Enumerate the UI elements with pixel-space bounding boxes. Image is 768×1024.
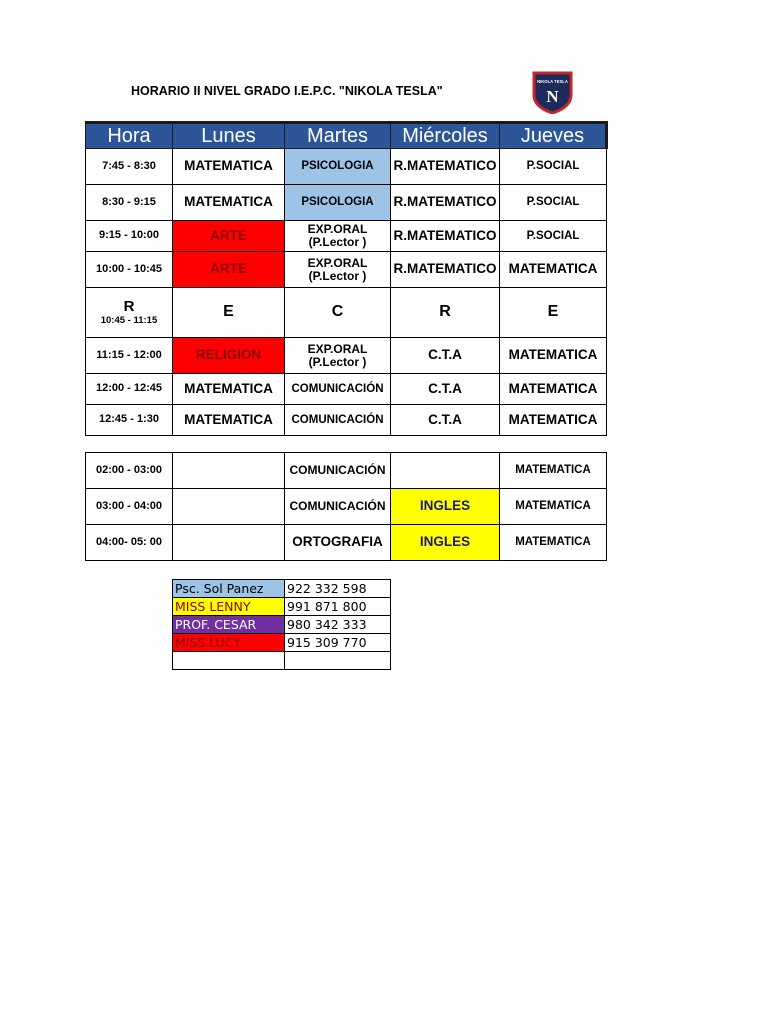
class-cell: COMUNICACIÓN <box>285 405 391 436</box>
class-cell <box>173 525 285 561</box>
schedule-table <box>85 121 608 436</box>
class-cell: ARTE <box>173 221 285 252</box>
time-cell: 12:00 - 12:45 <box>86 374 173 405</box>
contact-phone: 915 309 770 <box>285 634 391 652</box>
table-row <box>86 252 607 288</box>
col-jueves: Jueves <box>500 123 607 149</box>
class-cell: INGLES <box>391 489 500 525</box>
class-cell: EXP.ORAL (P.Lector ) <box>285 338 391 374</box>
col-miercoles: Miércoles <box>391 123 500 149</box>
contact-phone: 991 871 800 <box>285 598 391 616</box>
contact-row <box>173 652 391 670</box>
class-cell: C.T.A <box>391 405 500 436</box>
contact-name: MISS LUCY <box>173 634 285 652</box>
recess-cell: C <box>285 288 391 338</box>
col-lunes: Lunes <box>173 123 285 149</box>
contact-row <box>173 634 391 652</box>
time-cell: 02:00 - 03:00 <box>86 453 173 489</box>
time-cell: 11:15 - 12:00 <box>86 338 173 374</box>
table-row <box>86 221 607 252</box>
recess-cell: E <box>173 288 285 338</box>
time-cell: 9:15 - 10:00 <box>86 221 173 252</box>
table-row <box>86 338 607 374</box>
col-hora: Hora <box>86 123 173 149</box>
class-cell: EXP.ORAL (P.Lector ) <box>285 252 391 288</box>
time-cell: 10:00 - 10:45 <box>86 252 173 288</box>
class-cell: RELIGION <box>173 338 285 374</box>
class-cell: R.MATEMATICO <box>391 149 500 185</box>
schedule-header-row <box>86 123 607 149</box>
time-cell: 12:45 - 1:30 <box>86 405 173 436</box>
school-logo <box>530 69 575 114</box>
contact-row <box>173 598 391 616</box>
table-row <box>86 489 607 525</box>
contact-name <box>173 652 285 670</box>
time-cell: 03:00 - 04:00 <box>86 489 173 525</box>
table-row <box>86 525 607 561</box>
table-row <box>86 453 607 489</box>
class-cell <box>173 489 285 525</box>
class-cell: MATEMATICA <box>500 405 607 436</box>
class-cell: MATEMATICA <box>500 338 607 374</box>
table-row <box>86 149 607 185</box>
class-cell: P.SOCIAL <box>500 221 607 252</box>
class-cell: COMUNICACIÓN <box>285 453 391 489</box>
table-row <box>86 185 607 221</box>
recess-cell: R <box>391 288 500 338</box>
class-cell <box>173 453 285 489</box>
class-cell: PSICOLOGIA <box>285 149 391 185</box>
logo-mark: N <box>546 87 559 106</box>
col-martes: Martes <box>285 123 391 149</box>
contact-name: PROF. CESAR <box>173 616 285 634</box>
contact-name: Psc. Sol Panez <box>173 580 285 598</box>
class-cell: INGLES <box>391 525 500 561</box>
time-cell: 8:30 - 9:15 <box>86 185 173 221</box>
recess-time-cell <box>86 288 173 338</box>
class-cell: MATEMATICA <box>500 453 607 489</box>
recess-cell: E <box>500 288 607 338</box>
contact-phone <box>285 652 391 670</box>
logo-text: NIKOLA TESLA <box>537 79 568 84</box>
table-row <box>86 374 607 405</box>
class-cell: MATEMATICA <box>500 374 607 405</box>
class-cell: MATEMATICA <box>173 374 285 405</box>
class-cell: MATEMATICA <box>173 405 285 436</box>
class-cell: P.SOCIAL <box>500 149 607 185</box>
contact-row <box>173 580 391 598</box>
contact-phone: 980 342 333 <box>285 616 391 634</box>
contact-row <box>173 616 391 634</box>
class-cell: MATEMATICA <box>500 525 607 561</box>
class-cell: MATEMATICA <box>173 149 285 185</box>
class-cell: MATEMATICA <box>173 185 285 221</box>
class-cell: R.MATEMATICO <box>391 221 500 252</box>
class-cell: R.MATEMATICO <box>391 252 500 288</box>
class-cell: PSICOLOGIA <box>285 185 391 221</box>
recess-row <box>86 288 607 338</box>
class-cell: MATEMATICA <box>500 489 607 525</box>
contact-phone: 922 332 598 <box>285 580 391 598</box>
recess-letter: R <box>123 298 135 316</box>
class-cell: ARTE <box>173 252 285 288</box>
class-cell: COMUNICACIÓN <box>285 374 391 405</box>
class-cell: COMUNICACIÓN <box>285 489 391 525</box>
contact-name: MISS LENNY <box>173 598 285 616</box>
class-cell: ORTOGRAFIA <box>285 525 391 561</box>
class-cell: C.T.A <box>391 374 500 405</box>
class-cell: R.MATEMATICO <box>391 185 500 221</box>
page-title: HORARIO II NIVEL GRADO I.E.P.C. "NIKOLA TESLA" <box>131 84 443 98</box>
table-row <box>86 405 607 436</box>
class-cell <box>391 453 500 489</box>
recess-time: 10:45 - 11:15 <box>100 314 158 326</box>
class-cell: MATEMATICA <box>500 252 607 288</box>
class-cell: P.SOCIAL <box>500 185 607 221</box>
contacts-table <box>172 579 391 670</box>
time-cell: 04:00- 05: 00 <box>86 525 173 561</box>
afternoon-table <box>85 452 607 561</box>
class-cell: C.T.A <box>391 338 500 374</box>
time-cell: 7:45 - 8:30 <box>86 149 173 185</box>
class-cell: EXP.ORAL (P.Lector ) <box>285 221 391 252</box>
